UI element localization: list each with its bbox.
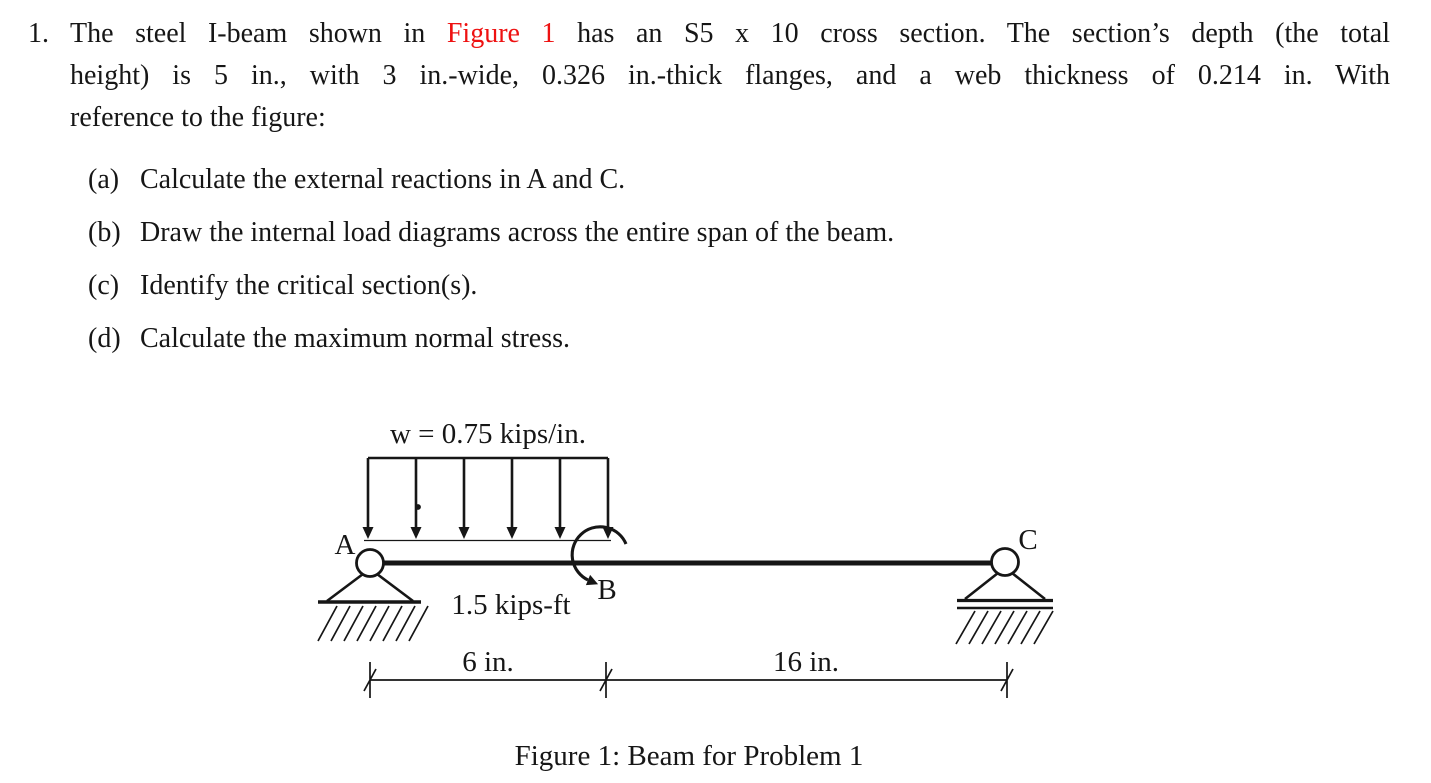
load-arrowhead-icon xyxy=(459,527,470,539)
item-c-text: Identify the critical section(s). xyxy=(140,270,478,301)
list-item-d xyxy=(88,323,570,355)
problem-paragraph xyxy=(70,13,1390,139)
ground-hatch-a xyxy=(318,606,428,641)
load-arrowhead-icon xyxy=(363,527,374,539)
item-c-marker: (c) xyxy=(88,270,120,301)
item-a-marker: (a) xyxy=(88,164,120,195)
item-d-text: Calculate the maximum normal stress. xyxy=(140,323,571,354)
dim-right-label: 16 in. xyxy=(772,646,840,678)
load-arrowhead-icon xyxy=(555,527,566,539)
list-item-c xyxy=(88,270,477,302)
moment-arc xyxy=(572,527,626,580)
load-arrowhead-icon xyxy=(411,527,422,539)
problem-statement xyxy=(28,13,1390,139)
pin-legs-c xyxy=(965,573,1045,599)
paragraph-line-1 xyxy=(70,13,1390,55)
moment-value-label: 1.5 kips-ft xyxy=(451,589,571,621)
beam-diagram xyxy=(300,400,1080,712)
load-arrowhead-icon xyxy=(507,527,518,539)
load-arrow-shafts xyxy=(368,458,608,529)
item-a-text: Calculate the external reactions in A and C. xyxy=(140,164,626,195)
support-c-label: C xyxy=(1018,524,1038,556)
distributed-load-label: w = 0.75 kips/in. xyxy=(389,418,587,450)
support-a-label: A xyxy=(334,529,356,561)
figure-caption: Figure 1: Beam for Problem 1 xyxy=(514,740,864,772)
ground-hatch-c xyxy=(956,611,1053,644)
paragraph-line-2: height) is 5 in., with 3 in.-wide, 0.326 in.-thick flanges, and a web thickness of 0.214 in. With xyxy=(70,60,1390,91)
ink-dot-artifact xyxy=(416,505,421,510)
point-b-label: B xyxy=(597,574,617,606)
item-d-marker: (d) xyxy=(88,323,121,354)
pin-circle-a xyxy=(357,550,384,577)
paragraph-line-3: reference to the figure: xyxy=(70,102,326,133)
pin-circle-c xyxy=(992,549,1019,576)
pin-legs-a xyxy=(327,574,413,601)
list-item-b xyxy=(88,217,894,249)
problem-number: 1. xyxy=(28,18,49,49)
figure-1-link[interactable]: Figure 1 xyxy=(446,18,556,49)
item-b-marker: (b) xyxy=(88,217,121,248)
item-b-text: Draw the internal load diagrams across the entire span of the beam. xyxy=(140,217,895,248)
distributed-load-arrows xyxy=(363,458,614,541)
list-item-a xyxy=(88,164,625,196)
line1-after: has an S5 x 10 cross section. The section’s depth (the total xyxy=(555,18,1390,49)
dim-left-label: 6 in. xyxy=(462,646,514,678)
line1-before: The steel I-beam shown in xyxy=(70,18,447,49)
